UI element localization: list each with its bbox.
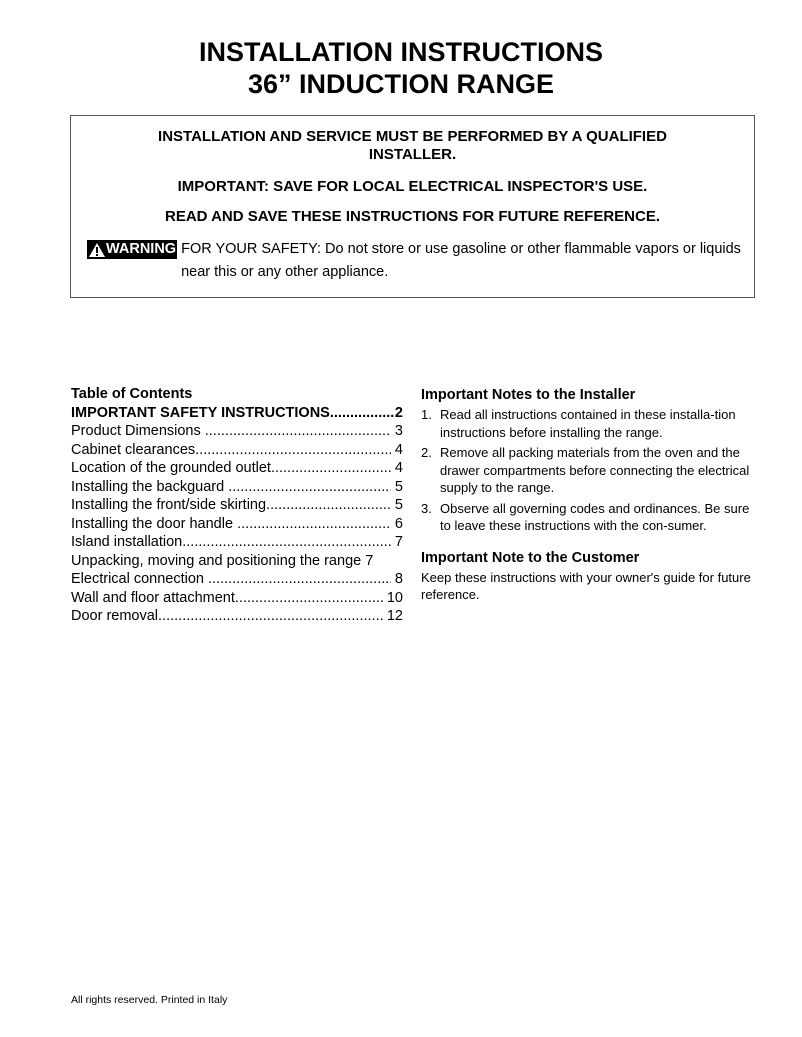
toc-dot-leader: [237, 515, 391, 534]
toc-dot-leader: [208, 570, 391, 589]
list-item: [421, 406, 756, 441]
toc-entry-page: 4: [390, 460, 403, 476]
toc-entry-page: 3: [390, 423, 403, 439]
toc-entry-label: Installing the door handle: [71, 515, 238, 532]
toc-entry-label: Location of the grounded outlet: [71, 460, 271, 476]
toc-entry-page: 10: [382, 589, 403, 606]
item-number: 2.: [421, 445, 432, 460]
toc-entry-label: Door removal: [71, 608, 159, 624]
toc-dot-leader: [266, 496, 391, 515]
toc-dot-leader: [158, 607, 383, 626]
warning-block: [87, 240, 741, 284]
toc-entry-label: Island installation: [71, 534, 183, 550]
toc-entry: [71, 459, 403, 478]
toc-entry-label: Product Dimensions: [71, 423, 205, 439]
toc-dot-leader: [228, 478, 391, 497]
toc-entry-page: 8: [390, 571, 403, 587]
toc-entry-page: 2: [394, 404, 403, 421]
customer-note-text: Keep these instructions with your owner's guide for future reference.: [421, 569, 751, 602]
toc-dot-leader: [271, 459, 391, 478]
toc-heading: Table of Contents: [71, 386, 193, 402]
document-title-line2: 36” INDUCTION RANGE: [247, 69, 555, 99]
toc-entry: [71, 607, 403, 626]
toc-entry-page: 4: [390, 441, 403, 458]
toc-dot-leader: [205, 422, 391, 441]
item-number: 3.: [421, 500, 432, 516]
toc-entry: [71, 552, 403, 571]
toc-entry: [71, 570, 403, 589]
toc-entry-label: Installing the backguard: [71, 478, 229, 495]
list-item: [421, 500, 756, 535]
document-title-line1: INSTALLATION INSTRUCTIONS: [199, 37, 603, 67]
customer-note-heading: Important Note to the Customer: [421, 549, 640, 566]
installer-notes: [421, 386, 756, 604]
toc-entry-page: 5: [390, 497, 403, 513]
item-text: Remove all packing materials from the oven and the drawer compartments before connecting the electrical supply to the range.: [440, 445, 750, 495]
toc-entry-label: Unpacking, moving and positioning the range: [71, 552, 362, 569]
installer-notes-heading: Important Notes to the Installer: [421, 387, 636, 403]
toc-entry-page: 12: [382, 608, 403, 624]
toc-entry: [71, 515, 403, 534]
warning-badge: [87, 240, 177, 259]
toc-entry-label: IMPORTANT SAFETY INSTRUCTIONS: [71, 404, 330, 421]
toc-entry: [71, 496, 403, 515]
toc-entry-page: 6: [390, 515, 403, 532]
item-text: Read all instructions contained in these installa-tion instructions before installing the range.: [440, 407, 736, 440]
item-text: Observe all governing codes and ordinances. Be sure to leave these instructions with the con-sumer.: [440, 500, 750, 533]
toc-entry: [71, 533, 403, 552]
warning-label: WARNING: [106, 241, 177, 257]
inspector-notice: IMPORTANT: SAVE FOR LOCAL ELECTRICAL INSPECTOR'S USE.: [177, 178, 648, 195]
notice-line1b: INSTALLER.: [368, 146, 457, 163]
toc-dot-leader: [195, 441, 391, 460]
toc-entry-label: Installing the front/side skirting: [71, 497, 267, 513]
list-item: [421, 444, 756, 497]
warning-text: FOR YOUR SAFETY: Do not store or use gasoline or other flammable vapors or liquids near this or any other appliance.: [181, 241, 741, 280]
toc-entry-label: Cabinet clearances: [71, 441, 196, 458]
item-number: 1.: [421, 407, 432, 422]
toc-entry-page: 5: [390, 478, 403, 495]
toc-entry: [71, 422, 403, 441]
toc-entry-label: Electrical connection: [71, 571, 209, 587]
toc-entry: [71, 589, 403, 608]
save-instructions-notice: READ AND SAVE THESE INSTRUCTIONS FOR FUTURE REFERENCE.: [164, 208, 661, 225]
toc-dot-leader: [235, 589, 383, 608]
table-of-contents: [71, 385, 403, 626]
toc-entry: [71, 478, 403, 497]
toc-entry-page: 7: [361, 552, 374, 569]
notice-box: [70, 115, 755, 298]
notice-line1: INSTALLATION AND SERVICE MUST BE PERFORMED BY A QUALIFIED: [158, 128, 667, 145]
toc-dot-leader: [182, 533, 391, 552]
toc-dot-leader: [330, 404, 395, 423]
footer-copyright: All rights reserved. Printed in Italy: [71, 994, 228, 1006]
qualified-installer-notice: [71, 128, 754, 164]
toc-entry: [71, 404, 403, 423]
toc-entry: [71, 441, 403, 460]
toc-entry-label: Wall and floor attachment: [71, 589, 235, 606]
toc-entry-page: 7: [390, 534, 403, 550]
warning-triangle-icon: [88, 242, 106, 258]
